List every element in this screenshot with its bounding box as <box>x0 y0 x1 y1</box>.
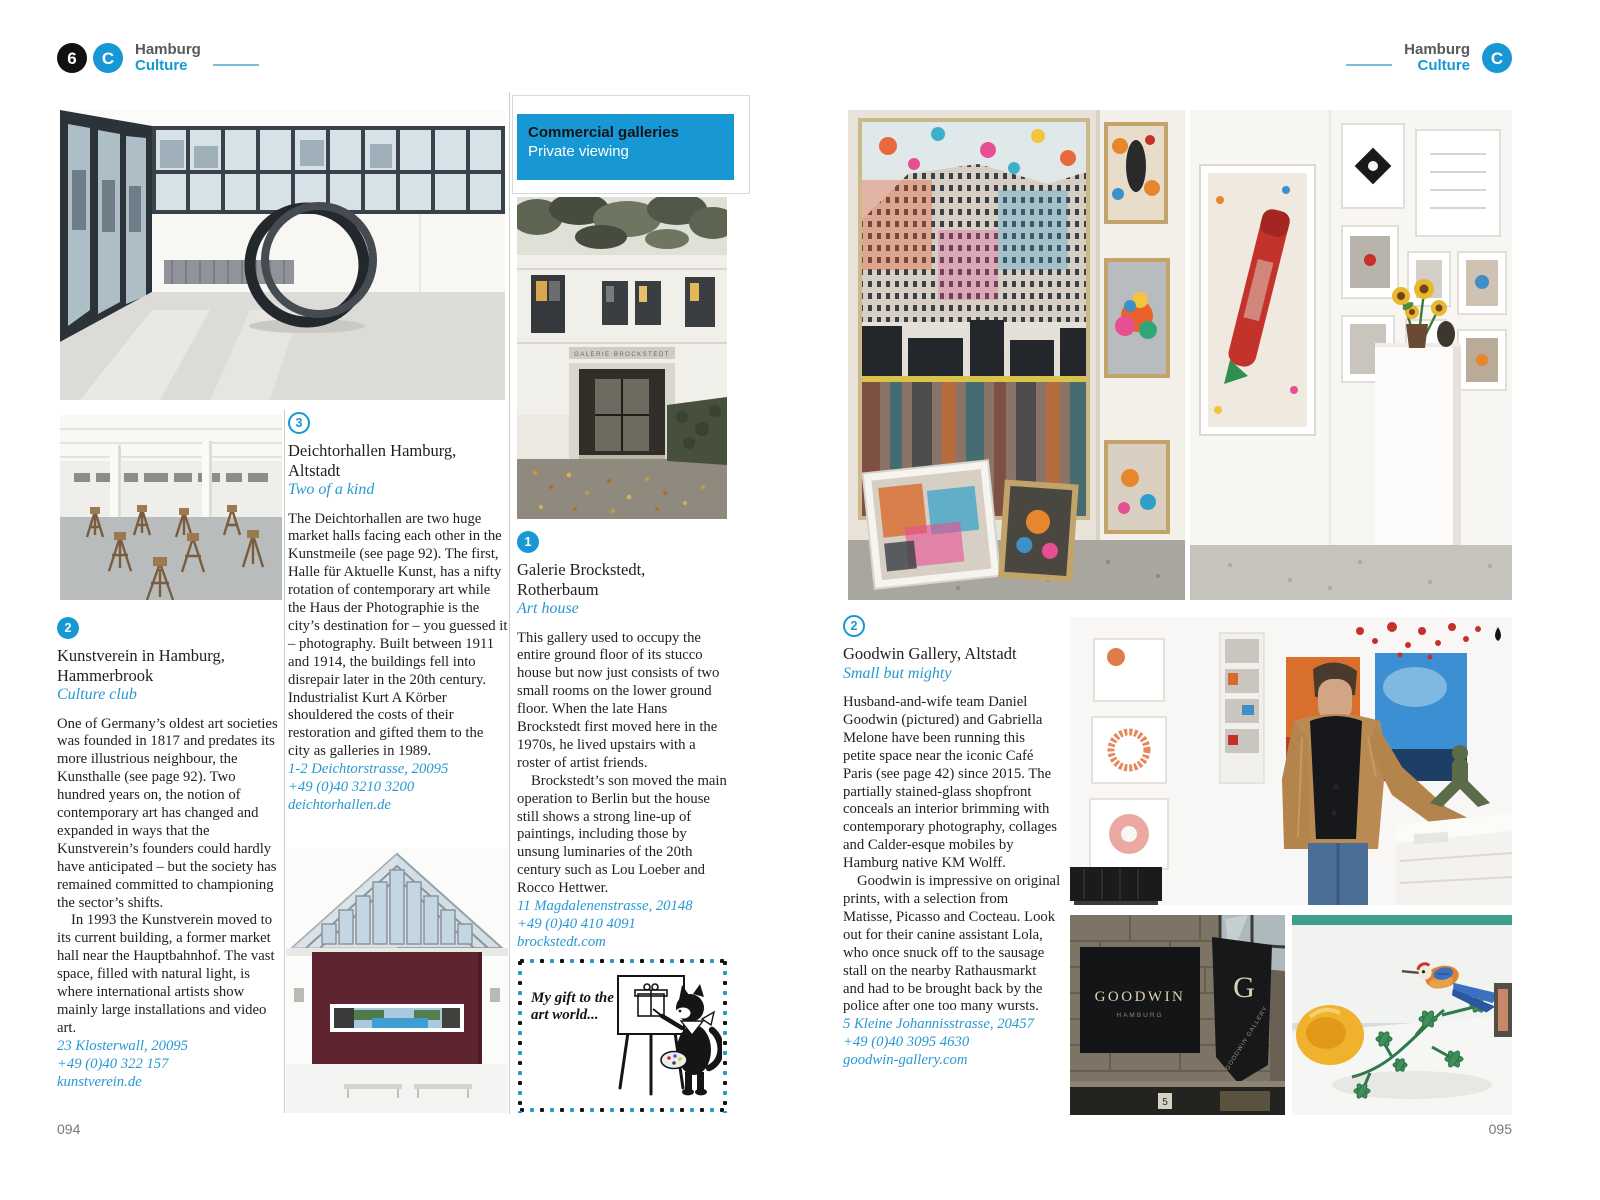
venue-tagline: Small but mighty <box>843 664 952 682</box>
venue-website: brockstedt.com <box>517 933 606 950</box>
section-letter-badge: C <box>93 43 123 73</box>
venue-address: 11 Magdalenenstrasse, 20148 <box>517 898 693 915</box>
photo-deichtorhallen-interior <box>286 848 508 1113</box>
header-section-right: Culture <box>1417 57 1470 74</box>
venue-description: This gallery used to occupy the entire ground floor of its stucco house but now just consists of two small rooms on the lower ground floor. When the late Hans Brockstedt first moved here in the 1970s, he lived upstairs with a roster of artist friends. Brockstedt’s son moved the main operation to Berlin but the house still shows a strong line-up of paintings, including those by unsung luminaries of the 20th century such as Lou Loeber and Rocco Hettwer. <box>517 629 727 897</box>
issue-number-badge: 6 <box>57 43 87 73</box>
venue-address: 1-2 Deichtorstrasse, 20095 <box>288 761 449 778</box>
venue-website: goodwin-gallery.com <box>843 1052 968 1069</box>
venue-contact <box>843 1016 1061 1070</box>
listing-number-badge: 2 <box>57 617 79 639</box>
header-rule <box>213 64 259 66</box>
venue-website: kunstverein.de <box>57 1073 142 1090</box>
listing-brockstedt <box>517 531 729 952</box>
gift-promo-box <box>517 958 728 1113</box>
brockstedt-facade-sign: GALERIE BROCKSTEDT <box>574 352 670 358</box>
dotted-border-bottom <box>517 1107 728 1113</box>
header-section: Culture <box>135 57 188 74</box>
venue-name: Deichtorhallen Hamburg, Altstadt <box>288 441 457 480</box>
header-title-right <box>1404 42 1470 74</box>
header-right <box>1346 42 1512 74</box>
venue-tagline: Culture club <box>57 686 137 703</box>
category-box <box>517 114 734 180</box>
venue-phone: +49 (0)40 322 157 <box>57 1055 169 1072</box>
venue-phone: +49 (0)40 3210 3200 <box>288 779 415 796</box>
header-left <box>57 42 259 74</box>
venue-address: 23 Klosterwall, 20095 <box>57 1037 188 1054</box>
section-letter-badge-right: C <box>1482 43 1512 73</box>
photo-kunstverein-ring-sculpture <box>60 110 505 400</box>
goodwin-house-number: 5 <box>1162 1097 1168 1108</box>
photo-daniel-goodwin-portrait <box>1070 617 1512 905</box>
column-rule-2 <box>509 92 510 1114</box>
venue-description: The Deichtorhallen are two huge market halls facing each other in the Kunstmeile (see page 92). The first, Halle für Aktuelle Kunst, has a nifty rotation of contemporary art while the Haus der Photographie is the city’s destination for – you guessed it – photography. Built between 1911 and 1914, the buildings fell into disrepair later in the 20th century. Industrialist Kurt A Körber shouldered the costs of their restoration and gifted them to the city as galleries in 1989. <box>288 510 508 760</box>
category-title: Commercial galleries <box>528 124 679 141</box>
venue-contact <box>517 898 729 952</box>
listing-deichtorhallen <box>288 412 508 815</box>
venue-address: 5 Kleine Johannisstrasse, 20457 <box>843 1016 1034 1033</box>
venue-description: One of Germany’s oldest art societies was founded in 1817 and predates its more illustrious neighbour, the Kunsthalle (see page 92). Two hundred years on, the notion of contemporary art has changed and expanded in ways that the Kunstverein’s founders could hardly have anticipated – but the society has remained committed to championing the sector’s shifts. In 1993 the Kunstverein moved to its current building, a former market hall near the Hauptbahnhof. The vast space, filled with natural light, is where international artists show mainly large installations and video art. <box>57 715 278 1036</box>
photo-gallery-pedestal-frames <box>1190 110 1512 600</box>
listing-number-badge: 1 <box>517 531 539 553</box>
page-number-left: 094 <box>57 1121 81 1137</box>
venue-description: Husband-and-wife team Daniel Goodwin (pictured) and Gabriella Melone have been running this petite space near the iconic Café Paris (see page 42) since 2015. The partially stained-glass shopfront conceals an interior brimming with contemporary photography, collages and Calder-esque mobiles by Hamburg native KM Wolff. Goodwin is impressive on original prints, with a selection from Matisse, Picasso and Cocteau. Look out for their canine assistant Lola, who once snuck off to the sausage stall on the nearby Rathausmarkt and had to be brought back by the police after one too many wursts. <box>843 694 1061 1015</box>
goodwin-sign-name: GOODWIN <box>1094 989 1186 1005</box>
cat-painter-illustration <box>590 966 722 1104</box>
venue-name: Goodwin Gallery, Altstadt <box>843 644 1017 663</box>
venue-tagline: Art house <box>517 600 579 617</box>
listing-kunstverein <box>57 617 285 1092</box>
photo-goodwin-signage <box>1070 915 1285 1115</box>
venue-name: Kunstverein in Hamburg, Hammerbrook <box>57 646 225 685</box>
photo-bird-sculpture <box>1292 915 1512 1115</box>
venue-phone: +49 (0)40 3095 4630 <box>843 1034 970 1051</box>
dotted-border-top <box>517 958 728 964</box>
venue-website: deichtorhallen.de <box>288 797 391 813</box>
photo-brockstedt-facade <box>517 197 727 519</box>
gift-caption: My gift to the art world... <box>531 990 614 1023</box>
goodwin-banner-initial: G <box>1233 971 1255 1004</box>
listing-number-badge: 3 <box>288 412 310 434</box>
category-subtitle: Private viewing <box>528 143 629 160</box>
goodwin-sign-city: HAMBURG <box>1116 1012 1164 1019</box>
header-city: Hamburg <box>135 41 201 58</box>
listing-number-badge: 2 <box>843 615 865 637</box>
header-title <box>135 42 201 74</box>
listing-goodwin <box>843 615 1061 1070</box>
photo-gallery-colorful-wall <box>848 110 1185 600</box>
venue-contact <box>288 761 508 815</box>
venue-name: Galerie Brockstedt, Rotherbaum <box>517 560 646 599</box>
goodwin-banner-label: GOODWIN GALLERY <box>1224 1005 1270 1072</box>
dotted-border-right <box>722 958 728 1113</box>
header-city-right: Hamburg <box>1404 41 1470 58</box>
venue-tagline: Two of a kind <box>288 481 375 498</box>
header-rule-right <box>1346 64 1392 66</box>
venue-phone: +49 (0)40 410 4091 <box>517 916 636 932</box>
photo-kunstverein-easels <box>60 415 282 600</box>
venue-contact <box>57 1038 285 1092</box>
page-number-right: 095 <box>1488 1121 1512 1137</box>
dotted-border-left <box>517 958 523 1113</box>
